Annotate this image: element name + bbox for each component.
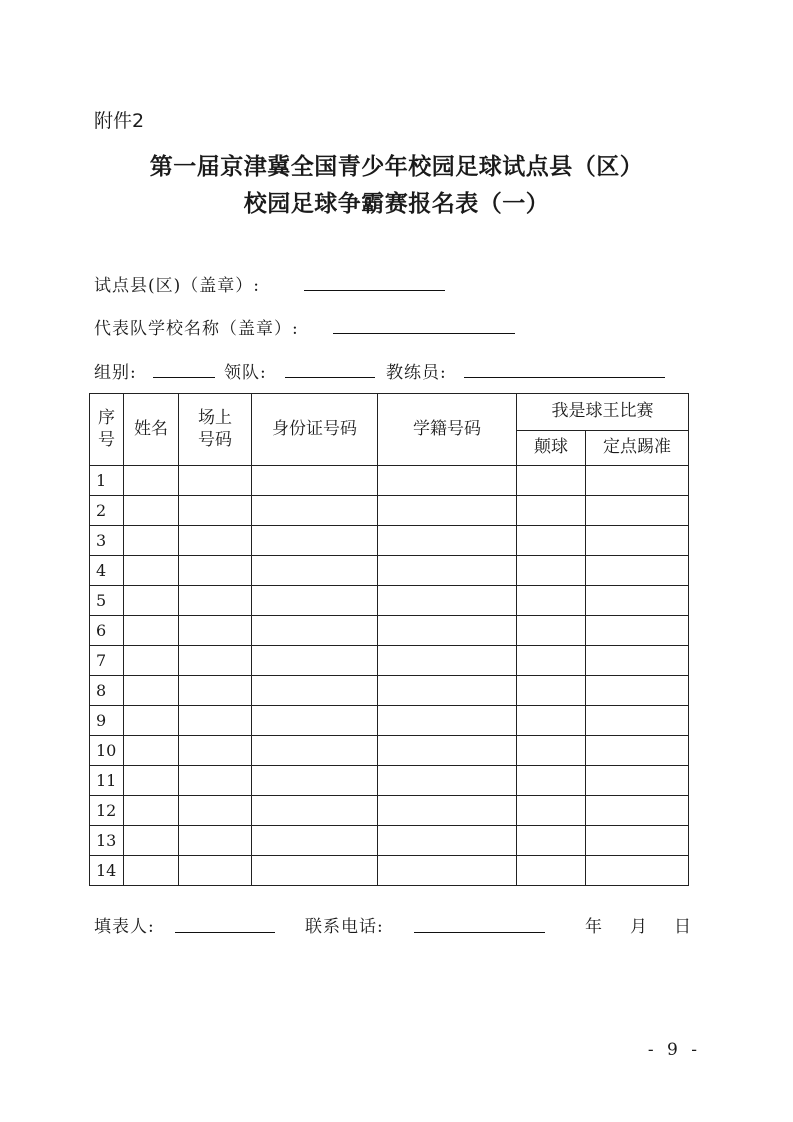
id-number-cell[interactable] (252, 496, 378, 526)
table-row (90, 556, 689, 586)
name-cell[interactable] (124, 646, 179, 676)
id-number-cell[interactable] (252, 616, 378, 646)
field-number-cell[interactable] (179, 496, 252, 526)
row-number: 12 (90, 796, 124, 826)
id-number-cell[interactable] (252, 736, 378, 766)
student-number-cell[interactable] (378, 466, 517, 496)
table-row (90, 616, 689, 646)
penalty-cell[interactable] (586, 556, 689, 586)
table-row (90, 586, 689, 616)
name-cell[interactable] (124, 496, 179, 526)
coach-field-line[interactable] (464, 377, 665, 378)
county-field-line[interactable] (304, 290, 445, 291)
row-number: 3 (90, 526, 124, 556)
penalty-cell[interactable] (586, 856, 689, 886)
penalty-cell[interactable] (586, 496, 689, 526)
juggling-cell[interactable] (517, 676, 586, 706)
row-number: 8 (90, 676, 124, 706)
header-penalty: 定点踢准 (586, 430, 689, 466)
coach-field-label: 教练员: (386, 363, 447, 383)
field-number-cell[interactable] (179, 826, 252, 856)
juggling-cell[interactable] (517, 556, 586, 586)
name-cell[interactable] (124, 586, 179, 616)
table-row (90, 856, 689, 886)
penalty-cell[interactable] (586, 706, 689, 736)
juggling-cell[interactable] (517, 466, 586, 496)
name-cell[interactable] (124, 736, 179, 766)
date-day: 日 (674, 917, 692, 937)
header-seq: 序号 (90, 394, 124, 466)
student-number-cell[interactable] (378, 706, 517, 736)
id-number-cell[interactable] (252, 826, 378, 856)
name-cell[interactable] (124, 676, 179, 706)
juggling-cell[interactable] (517, 646, 586, 676)
page-number: - 9 - (647, 1040, 701, 1060)
leader-field-label: 领队: (224, 363, 267, 383)
field-number-cell[interactable] (179, 796, 252, 826)
field-number-cell[interactable] (179, 466, 252, 496)
field-number-cell[interactable] (179, 676, 252, 706)
date-year: 年 (585, 917, 603, 937)
form-title-line-2: 校园足球争霸赛报名表（一） (243, 190, 550, 217)
id-number-cell[interactable] (252, 646, 378, 676)
table-row (90, 796, 689, 826)
registration-table (89, 393, 689, 886)
student-number-cell[interactable] (378, 766, 517, 796)
table-row (90, 646, 689, 676)
field-number-cell[interactable] (179, 856, 252, 886)
name-cell[interactable] (124, 556, 179, 586)
id-number-cell[interactable] (252, 676, 378, 706)
penalty-cell[interactable] (586, 586, 689, 616)
name-cell[interactable] (124, 826, 179, 856)
name-cell[interactable] (124, 766, 179, 796)
student-number-cell[interactable] (378, 796, 517, 826)
juggling-cell[interactable] (517, 856, 586, 886)
field-number-cell[interactable] (179, 616, 252, 646)
table-row (90, 706, 689, 736)
group-field-line[interactable] (153, 377, 215, 378)
name-cell[interactable] (124, 616, 179, 646)
juggling-cell[interactable] (517, 586, 586, 616)
row-number: 6 (90, 616, 124, 646)
row-number: 13 (90, 826, 124, 856)
school-field-label: 代表队学校名称（盖章）: (94, 319, 299, 339)
school-field-line[interactable] (333, 333, 515, 334)
attachment-label: 附件2 (94, 110, 145, 132)
phone-field-line[interactable] (414, 932, 545, 933)
phone-label: 联系电话: (305, 917, 384, 937)
student-number-cell[interactable] (378, 526, 517, 556)
leader-field-line[interactable] (285, 377, 375, 378)
name-cell[interactable] (124, 526, 179, 556)
table-row (90, 526, 689, 556)
id-number-cell[interactable] (252, 466, 378, 496)
student-number-cell[interactable] (378, 616, 517, 646)
row-number: 2 (90, 496, 124, 526)
penalty-cell[interactable] (586, 766, 689, 796)
row-number: 10 (90, 736, 124, 766)
penalty-cell[interactable] (586, 646, 689, 676)
juggling-cell[interactable] (517, 616, 586, 646)
county-field-label: 试点县(区)（盖章）: (94, 276, 260, 296)
row-number: 5 (90, 586, 124, 616)
student-number-cell[interactable] (378, 736, 517, 766)
penalty-cell[interactable] (586, 736, 689, 766)
header-contest-group: 我是球王比赛 (517, 394, 689, 431)
table-row (90, 466, 689, 496)
table-row (90, 496, 689, 526)
id-number-cell[interactable] (252, 856, 378, 886)
filler-field-line[interactable] (175, 932, 275, 933)
group-field-label: 组别: (94, 363, 137, 383)
juggling-cell[interactable] (517, 766, 586, 796)
id-number-cell[interactable] (252, 796, 378, 826)
penalty-cell[interactable] (586, 826, 689, 856)
header-field-number: 场上号码 (179, 394, 252, 466)
penalty-cell[interactable] (586, 676, 689, 706)
row-number: 9 (90, 706, 124, 736)
field-number-cell[interactable] (179, 766, 252, 796)
student-number-cell[interactable] (378, 646, 517, 676)
student-number-cell[interactable] (378, 586, 517, 616)
id-number-cell[interactable] (252, 766, 378, 796)
header-name: 姓名 (124, 394, 179, 466)
id-number-cell[interactable] (252, 526, 378, 556)
table-row (90, 766, 689, 796)
student-number-cell[interactable] (378, 556, 517, 586)
penalty-cell[interactable] (586, 526, 689, 556)
field-number-cell[interactable] (179, 586, 252, 616)
penalty-cell[interactable] (586, 616, 689, 646)
student-number-cell[interactable] (378, 856, 517, 886)
name-cell[interactable] (124, 796, 179, 826)
row-number: 14 (90, 856, 124, 886)
juggling-cell[interactable] (517, 496, 586, 526)
filler-label: 填表人: (94, 917, 155, 937)
form-title-line-1: 第一届京津冀全国青少年校园足球试点县（区） (149, 153, 644, 180)
table-row (90, 736, 689, 766)
juggling-cell[interactable] (517, 826, 586, 856)
table-row (90, 826, 689, 856)
juggling-cell[interactable] (517, 526, 586, 556)
date-month: 月 (630, 917, 648, 937)
row-number: 11 (90, 766, 124, 796)
id-number-cell[interactable] (252, 586, 378, 616)
header-juggling: 颠球 (517, 430, 586, 466)
name-cell[interactable] (124, 706, 179, 736)
name-cell[interactable] (124, 466, 179, 496)
juggling-cell[interactable] (517, 736, 586, 766)
student-number-cell[interactable] (378, 826, 517, 856)
student-number-cell[interactable] (378, 676, 517, 706)
juggling-cell[interactable] (517, 706, 586, 736)
table-row (90, 676, 689, 706)
penalty-cell[interactable] (586, 796, 689, 826)
field-number-cell[interactable] (179, 556, 252, 586)
header-id-number: 身份证号码 (252, 394, 378, 466)
name-cell[interactable] (124, 856, 179, 886)
student-number-cell[interactable] (378, 496, 517, 526)
id-number-cell[interactable] (252, 556, 378, 586)
id-number-cell[interactable] (252, 706, 378, 736)
row-number: 4 (90, 556, 124, 586)
field-number-cell[interactable] (179, 706, 252, 736)
penalty-cell[interactable] (586, 466, 689, 496)
field-number-cell[interactable] (179, 646, 252, 676)
header-student-number: 学籍号码 (378, 394, 517, 466)
field-number-cell[interactable] (179, 526, 252, 556)
juggling-cell[interactable] (517, 796, 586, 826)
row-number: 1 (90, 466, 124, 496)
field-number-cell[interactable] (179, 736, 252, 766)
row-number: 7 (90, 646, 124, 676)
